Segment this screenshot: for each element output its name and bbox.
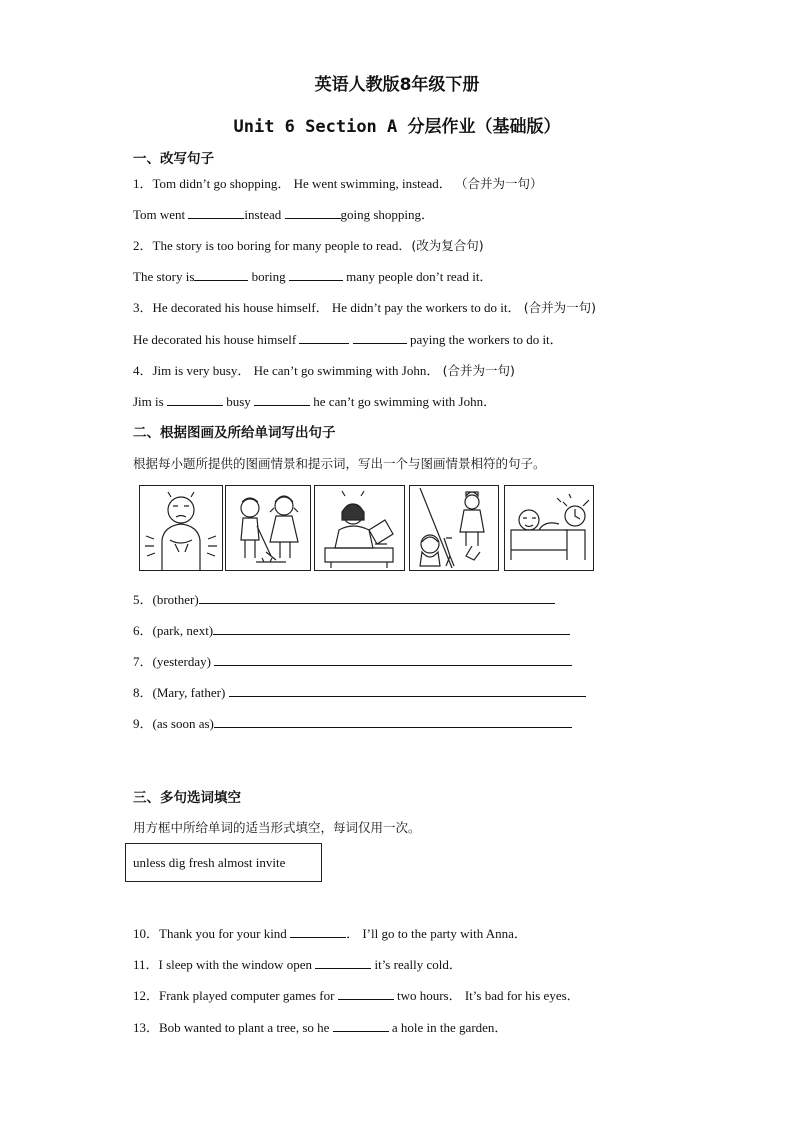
q9-answer-blank[interactable] [214, 715, 572, 728]
section3-instruction: 用方框中所给单词的适当形式填空，每词仅用一次。 [133, 820, 421, 835]
q11-blank[interactable] [315, 956, 371, 969]
q13-text-a: 13．Bob wanted to plant a tree, so he [133, 1020, 333, 1035]
q3-answer-c: paying the workers to do it． [406, 332, 563, 347]
q4-text: 4．Jim is very busy． He can’t go swimming with John． [133, 363, 443, 378]
q3-note: (合并为一句) [523, 300, 597, 315]
q7-answer-blank[interactable] [214, 653, 572, 666]
q7-hint: 7．(yesterday) [133, 654, 215, 669]
q2-answer-a: The story is [133, 269, 195, 284]
q12-text-a: 12．Frank played computer games for [133, 988, 338, 1003]
picture-3-girl-at-computer [314, 485, 405, 571]
section2-heading: 二、根据图画及所给单词写出句子 [133, 425, 336, 441]
q4-prompt [133, 360, 515, 379]
q12-blank[interactable] [338, 987, 394, 1000]
q4-blank-2[interactable] [254, 393, 310, 406]
q2-answer-c: many people don’t read it． [342, 269, 493, 284]
q1-blank-1[interactable] [188, 206, 244, 219]
q1-answer-a: Tom went [133, 207, 189, 222]
q4-answer [133, 391, 496, 410]
q3-blank-1[interactable] [299, 331, 349, 344]
q5-hint: 5．(brother) [133, 592, 199, 607]
q2-answer-b: boring [248, 269, 289, 284]
q13-blank[interactable] [333, 1019, 389, 1032]
q4-answer-c: he can’t go swimming with John． [310, 394, 497, 409]
word-box: unless dig fresh almost invite [125, 843, 322, 882]
q2-text: 2．The story is too boring for many people to read． [133, 238, 412, 253]
q9-hint: 9．(as soon as) [133, 716, 214, 731]
q8-line [133, 682, 586, 701]
q1-blank-2[interactable] [285, 206, 341, 219]
q4-note: (合并为一句) [442, 363, 515, 378]
q4-answer-a: Jim is [133, 394, 167, 409]
q6-hint: 6．(park, next) [133, 623, 214, 638]
q3-text: 3．He decorated his house himself． He didn’t pay the workers to do it． [133, 300, 524, 315]
q10-line [133, 923, 527, 942]
q1-answer-b: instead [244, 207, 285, 222]
q5-answer-blank[interactable] [199, 591, 555, 604]
q2-prompt [133, 235, 484, 254]
q3-answer [133, 329, 563, 348]
q6-line [133, 620, 570, 639]
section2-instruction: 根据每小题所提供的图画情景和提示词，写出一个与图画情景相符的句子。 [133, 456, 546, 471]
q8-answer-blank[interactable] [229, 684, 586, 697]
q8-hint: 8．(Mary, father) [133, 685, 229, 700]
q11-line [133, 954, 462, 973]
q11-text-a: 11．I sleep with the window open [133, 957, 316, 972]
q4-answer-b: busy [222, 394, 255, 409]
q1-text: 1．Tom didn’t go shopping． He went swimming, instead． [133, 176, 456, 191]
q3-blank-2[interactable] [353, 331, 407, 344]
q6-answer-blank[interactable] [213, 622, 570, 635]
q2-answer [133, 266, 492, 285]
q12-text-b: two hours． It’s bad for his eyes． [393, 988, 580, 1003]
q2-note: (改为复合句) [411, 238, 484, 253]
picture-5-bed-alarm-clock [504, 485, 594, 571]
q10-blank[interactable] [290, 925, 346, 938]
q1-note: （合并为一句） [455, 176, 543, 191]
page-subtitle: Unit 6 Section A 分层作业（基础版） [233, 117, 561, 137]
picture-4-father-daughter [409, 485, 499, 571]
q12-line [133, 985, 580, 1004]
q9-line [133, 713, 572, 732]
section1-heading: 一、改写句子 [133, 151, 214, 167]
q11-text-b: it’s really cold． [371, 957, 462, 972]
page-title: 英语人教版8年级下册 [314, 75, 480, 95]
q5-line [133, 589, 555, 608]
q1-answer [133, 204, 434, 223]
q1-answer-c: going shopping． [340, 207, 435, 222]
q13-text-b: a hole in the garden． [388, 1020, 508, 1035]
q7-line [133, 651, 572, 670]
q10-text-b: ． I’ll go to the party with Anna． [346, 926, 527, 941]
q10-text-a: 10．Thank you for your kind [133, 926, 291, 941]
q3-answer-a: He decorated his house himself [133, 332, 300, 347]
section3-heading: 三、多句选词填空 [133, 790, 241, 806]
q1-prompt [133, 173, 543, 192]
q13-line [133, 1017, 507, 1036]
picture-1-stomachache [139, 485, 223, 571]
q4-blank-1[interactable] [167, 393, 223, 406]
q2-blank-2[interactable] [289, 268, 343, 281]
picture-2-kids-sweeping [225, 485, 311, 571]
q3-prompt [133, 297, 596, 316]
q2-blank-1[interactable] [194, 268, 248, 281]
